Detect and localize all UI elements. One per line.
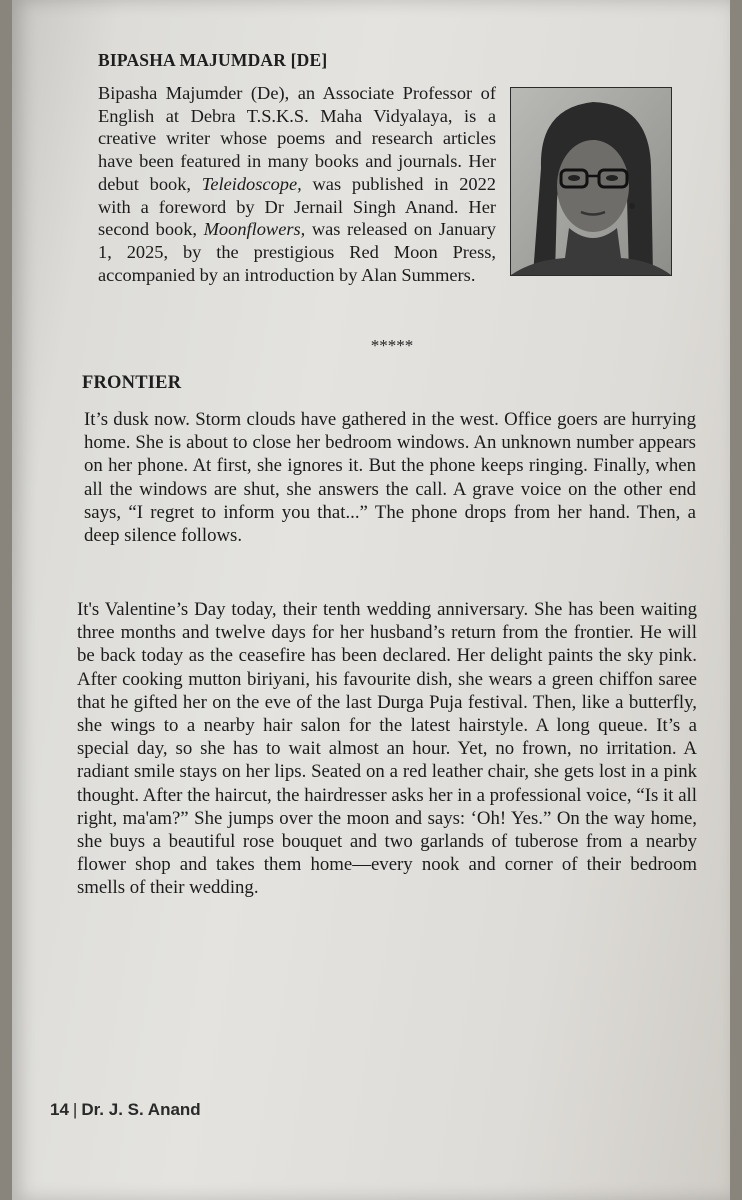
running-title: Dr. J. S. Anand [81, 1100, 201, 1119]
paragraph-text: It's Valentine’s Day today, their tenth wedding anniversary. She has been waiting three months and twelve days for her husband’s return from the frontier. He will be back today as the ceasefire has been declared. Her delight paints the sky pink. After cooking mutton biriyani, his favourite dish, she wears a green chiffon saree that he gifted her on the eve of the last Durga Puja festival. Then, like a butterfly, she wings to a nearby hair salon for the latest hairstyle. A long queue. It’s a special day, so she has to wait almost an hour. Yet, no frown, no irritation. A radiant smile stays on her lips. Seated on a red leather chair, she gets lost in a pink thought. After the haircut, the hairdresser asks her in a professional voice, “Is it all right, ma'am?” She jumps over the moon and says: ‘Oh! Yes.” On the way home, she buys a beautiful rose bouquet and two garlands of tuberose from a nearby flower shop and takes them home—every nook and corner of their bedroom smells of their wedding. [77, 599, 697, 899]
page-footer [50, 1100, 201, 1120]
author-portrait-image [511, 88, 671, 275]
footer-separator: | [72, 1100, 78, 1119]
author-heading: BIPASHA MAJUMDAR [DE] [98, 50, 328, 70]
page-number: 14 [50, 1100, 69, 1119]
story-paragraph-2 [77, 598, 697, 900]
bio-text-1: Bipasha Majumder (De), an Associate Professor of English at Debra T.S.K.S. Maha Vidyalaya, is a creative writer whose poems and research articles have been featured in many books and journals. Her debut book, [98, 83, 496, 194]
book-title-moonflowers: Moonflowers, [203, 219, 306, 240]
bio-text-2: was published in 2022 with a foreword by Dr Jernail Singh Anand. Her second book, [98, 173, 497, 240]
author-photo [510, 87, 672, 276]
paragraph-text: It’s dusk now. Storm clouds have gathered in the west. Office goers are hurrying home. She is about to close her bedroom windows. An unknown number appears on her phone. At first, she ignores it. But the phone keeps ringing. Finally, when all the windows are shut, she answers the call. A grave voice on the other end says, “I regret to inform you that...” The phone drops from her hand. Then, a deep silence follows. [84, 409, 696, 547]
author-bio [98, 82, 674, 286]
story-title: FRONTIER [82, 373, 182, 393]
section-separator: ***** [370, 336, 414, 355]
book-title-teleidoscope: Teleidoscope, [201, 173, 302, 194]
bio-text-3: was released on January 1, 2025, by the prestigious Red Moon Press, accompanied by an introduction by Alan Summers. [98, 219, 496, 285]
story-paragraph-1 [84, 408, 696, 547]
book-page [12, 0, 730, 1200]
